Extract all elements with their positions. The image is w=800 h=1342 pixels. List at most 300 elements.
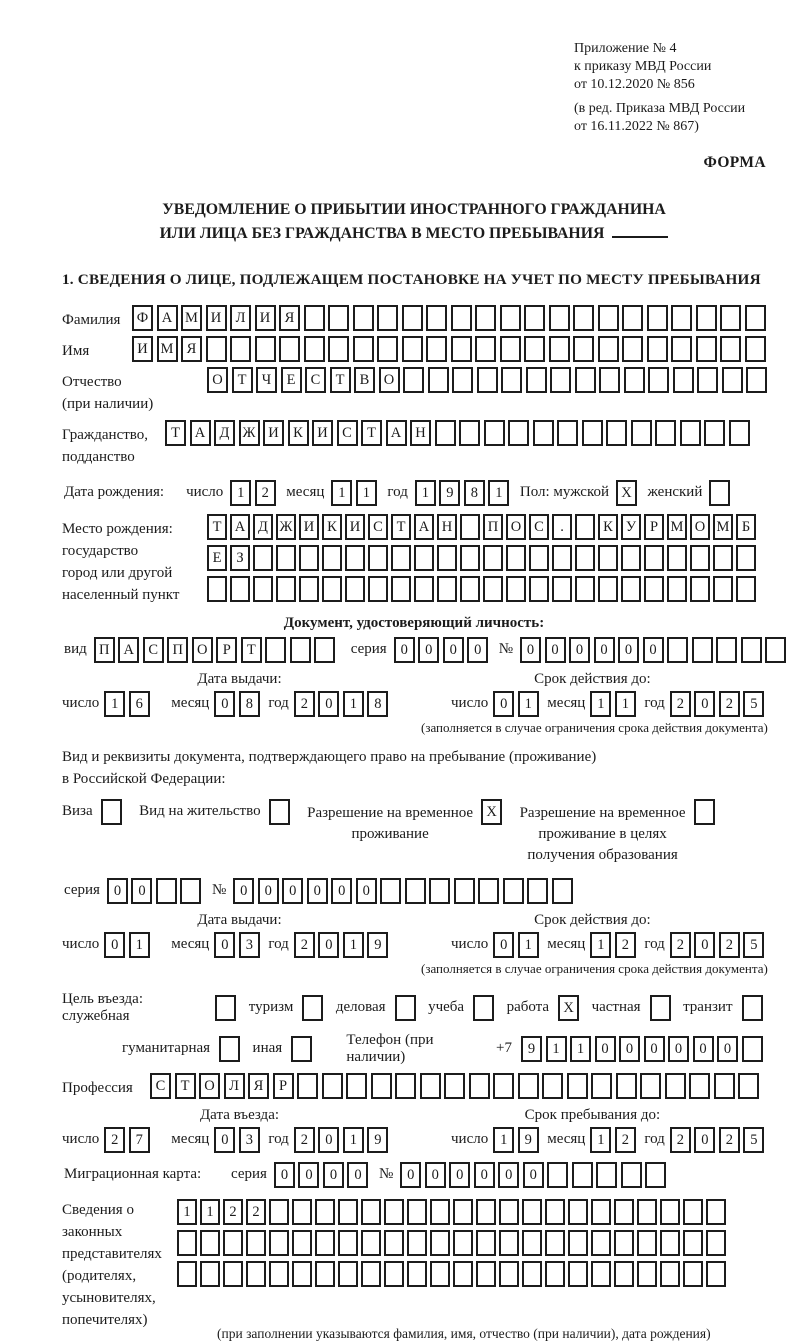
char-cell[interactable]: И (255, 305, 276, 331)
entry-day[interactable] (104, 1127, 153, 1153)
char-cell[interactable] (453, 1230, 473, 1256)
char-cell[interactable]: 0 (474, 1162, 495, 1188)
char-cell[interactable]: П (167, 637, 188, 663)
char-cell[interactable]: 1 (343, 932, 364, 958)
char-cell[interactable]: О (506, 514, 526, 540)
char-cell[interactable] (716, 637, 737, 663)
char-cell[interactable] (223, 1261, 243, 1287)
char-cell[interactable] (353, 305, 374, 331)
char-cell[interactable] (549, 305, 570, 331)
char-cell[interactable] (428, 367, 449, 393)
char-cell[interactable] (720, 305, 741, 331)
char-cell[interactable]: 0 (694, 691, 715, 717)
char-cell[interactable] (746, 367, 767, 393)
char-cell[interactable]: 9 (521, 1036, 542, 1062)
char-cell[interactable]: С (368, 514, 388, 540)
study-checkbox[interactable] (473, 995, 494, 1021)
char-cell[interactable]: 9 (367, 932, 388, 958)
char-cell[interactable] (522, 1230, 542, 1256)
char-cell[interactable]: С (305, 367, 326, 393)
char-cell[interactable]: 1 (230, 480, 251, 506)
char-cell[interactable]: Л (224, 1073, 245, 1099)
char-cell[interactable] (714, 1073, 735, 1099)
char-cell[interactable] (407, 1261, 427, 1287)
char-cell[interactable] (704, 420, 725, 446)
char-cell[interactable] (478, 878, 499, 904)
char-cell[interactable] (522, 1199, 542, 1225)
char-cell[interactable] (368, 545, 388, 571)
char-cell[interactable] (322, 1073, 343, 1099)
char-cell[interactable] (582, 420, 603, 446)
char-cell[interactable] (624, 367, 645, 393)
char-cell[interactable]: Р (216, 637, 237, 663)
patronymic-boxes[interactable] (207, 367, 771, 393)
residence-issue-day[interactable] (104, 932, 153, 958)
char-cell[interactable] (508, 420, 529, 446)
business-checkbox[interactable] (395, 995, 416, 1021)
char-cell[interactable] (499, 1230, 519, 1256)
char-cell[interactable]: 0 (644, 1036, 665, 1062)
char-cell[interactable] (621, 1162, 642, 1188)
char-cell[interactable] (697, 367, 718, 393)
char-cell[interactable] (683, 1230, 703, 1256)
char-cell[interactable]: О (199, 1073, 220, 1099)
char-cell[interactable]: Я (181, 336, 202, 362)
char-cell[interactable]: Т (391, 514, 411, 540)
char-cell[interactable] (460, 576, 480, 602)
char-cell[interactable] (591, 1230, 611, 1256)
stay-month[interactable] (590, 1127, 639, 1153)
char-cell[interactable] (377, 305, 398, 331)
char-cell[interactable]: 6 (129, 691, 150, 717)
char-cell[interactable]: 1 (104, 691, 125, 717)
char-cell[interactable] (533, 420, 554, 446)
sex-female-checkbox[interactable] (709, 480, 730, 506)
char-cell[interactable] (524, 336, 545, 362)
char-cell[interactable]: Н (410, 420, 431, 446)
char-cell[interactable] (426, 305, 447, 331)
char-cell[interactable] (692, 637, 713, 663)
char-cell[interactable] (476, 1230, 496, 1256)
char-cell[interactable] (738, 1073, 759, 1099)
char-cell[interactable]: 0 (467, 637, 488, 663)
char-cell[interactable]: 2 (294, 932, 315, 958)
char-cell[interactable] (430, 1261, 450, 1287)
char-cell[interactable]: 2 (255, 480, 276, 506)
char-cell[interactable] (729, 420, 750, 446)
char-cell[interactable] (648, 367, 669, 393)
char-cell[interactable]: 0 (318, 1127, 339, 1153)
char-cell[interactable]: 8 (464, 480, 485, 506)
doc-type-boxes[interactable] (94, 637, 339, 663)
char-cell[interactable]: 2 (719, 932, 740, 958)
char-cell[interactable] (614, 1261, 634, 1287)
title-blank-line[interactable] (612, 224, 668, 238)
char-cell[interactable]: 0 (449, 1162, 470, 1188)
char-cell[interactable] (246, 1261, 266, 1287)
char-cell[interactable] (736, 545, 756, 571)
birth-place-boxes-row3[interactable] (207, 576, 759, 602)
char-cell[interactable]: 1 (546, 1036, 567, 1062)
char-cell[interactable] (483, 545, 503, 571)
char-cell[interactable]: И (263, 420, 284, 446)
char-cell[interactable]: 0 (418, 637, 439, 663)
char-cell[interactable] (453, 1261, 473, 1287)
char-cell[interactable]: 0 (258, 878, 279, 904)
char-cell[interactable] (371, 1073, 392, 1099)
char-cell[interactable] (290, 637, 311, 663)
char-cell[interactable] (460, 545, 480, 571)
char-cell[interactable] (223, 1230, 243, 1256)
profession-boxes[interactable] (150, 1073, 763, 1099)
char-cell[interactable]: 1 (129, 932, 150, 958)
char-cell[interactable] (322, 576, 342, 602)
char-cell[interactable] (568, 1199, 588, 1225)
char-cell[interactable]: Н (437, 514, 457, 540)
citizenship-boxes[interactable] (165, 420, 753, 446)
char-cell[interactable] (552, 576, 572, 602)
char-cell[interactable] (269, 1261, 289, 1287)
char-cell[interactable] (527, 878, 548, 904)
char-cell[interactable]: 0 (520, 637, 541, 663)
char-cell[interactable] (246, 1230, 266, 1256)
char-cell[interactable] (696, 336, 717, 362)
char-cell[interactable]: К (322, 514, 342, 540)
char-cell[interactable]: 0 (298, 1162, 319, 1188)
char-cell[interactable]: 0 (493, 932, 514, 958)
char-cell[interactable] (459, 420, 480, 446)
char-cell[interactable] (315, 1230, 335, 1256)
char-cell[interactable] (665, 1073, 686, 1099)
char-cell[interactable]: А (190, 420, 211, 446)
char-cell[interactable]: С (150, 1073, 171, 1099)
char-cell[interactable]: 0 (668, 1036, 689, 1062)
char-cell[interactable] (414, 545, 434, 571)
char-cell[interactable]: М (713, 514, 733, 540)
char-cell[interactable]: О (207, 367, 228, 393)
identity-valid-day[interactable] (493, 691, 542, 717)
char-cell[interactable]: 1 (615, 691, 636, 717)
char-cell[interactable] (269, 1230, 289, 1256)
char-cell[interactable] (644, 545, 664, 571)
char-cell[interactable] (575, 367, 596, 393)
char-cell[interactable] (430, 1230, 450, 1256)
char-cell[interactable] (477, 367, 498, 393)
char-cell[interactable]: 0 (694, 932, 715, 958)
char-cell[interactable]: 2 (294, 691, 315, 717)
char-cell[interactable]: 2 (246, 1199, 266, 1225)
char-cell[interactable]: 0 (694, 1127, 715, 1153)
char-cell[interactable] (476, 1199, 496, 1225)
char-cell[interactable] (640, 1073, 661, 1099)
char-cell[interactable] (493, 1073, 514, 1099)
char-cell[interactable] (506, 545, 526, 571)
char-cell[interactable]: Ж (239, 420, 260, 446)
char-cell[interactable]: А (414, 514, 434, 540)
char-cell[interactable] (713, 576, 733, 602)
char-cell[interactable] (368, 576, 388, 602)
char-cell[interactable]: 0 (214, 932, 235, 958)
char-cell[interactable]: Ф (132, 305, 153, 331)
char-cell[interactable] (475, 305, 496, 331)
char-cell[interactable] (596, 1162, 617, 1188)
char-cell[interactable] (598, 305, 619, 331)
char-cell[interactable]: 3 (239, 1127, 260, 1153)
char-cell[interactable] (722, 367, 743, 393)
identity-valid-month[interactable] (590, 691, 639, 717)
char-cell[interactable] (614, 1230, 634, 1256)
char-cell[interactable] (706, 1261, 726, 1287)
surname-boxes[interactable] (132, 305, 769, 331)
char-cell[interactable]: 0 (425, 1162, 446, 1188)
char-cell[interactable] (680, 420, 701, 446)
char-cell[interactable]: 0 (717, 1036, 738, 1062)
char-cell[interactable]: 0 (595, 1036, 616, 1062)
transit-checkbox[interactable] (742, 995, 763, 1021)
identity-number-boxes[interactable] (520, 637, 790, 663)
char-cell[interactable] (437, 545, 457, 571)
char-cell[interactable] (683, 1199, 703, 1225)
char-cell[interactable] (297, 1073, 318, 1099)
char-cell[interactable]: 0 (318, 691, 339, 717)
char-cell[interactable] (542, 1073, 563, 1099)
char-cell[interactable] (377, 336, 398, 362)
char-cell[interactable] (299, 545, 319, 571)
private-checkbox[interactable] (650, 995, 671, 1021)
char-cell[interactable]: О (379, 367, 400, 393)
char-cell[interactable] (545, 1230, 565, 1256)
char-cell[interactable] (265, 637, 286, 663)
char-cell[interactable]: И (206, 305, 227, 331)
char-cell[interactable]: 1 (590, 691, 611, 717)
char-cell[interactable]: 2 (223, 1199, 243, 1225)
char-cell[interactable] (338, 1230, 358, 1256)
char-cell[interactable] (660, 1261, 680, 1287)
phone-boxes[interactable] (521, 1036, 766, 1062)
residence-permit-checkbox[interactable] (269, 799, 290, 825)
char-cell[interactable] (384, 1261, 404, 1287)
char-cell[interactable] (253, 576, 273, 602)
char-cell[interactable]: 9 (439, 480, 460, 506)
char-cell[interactable] (407, 1199, 427, 1225)
char-cell[interactable] (292, 1261, 312, 1287)
char-cell[interactable]: М (157, 336, 178, 362)
char-cell[interactable] (736, 576, 756, 602)
char-cell[interactable] (575, 545, 595, 571)
char-cell[interactable] (353, 336, 374, 362)
char-cell[interactable] (499, 1199, 519, 1225)
char-cell[interactable] (689, 1073, 710, 1099)
char-cell[interactable] (573, 305, 594, 331)
char-cell[interactable] (299, 576, 319, 602)
char-cell[interactable]: 0 (131, 878, 152, 904)
char-cell[interactable] (380, 878, 401, 904)
char-cell[interactable]: 1 (177, 1199, 197, 1225)
char-cell[interactable]: К (288, 420, 309, 446)
char-cell[interactable] (706, 1199, 726, 1225)
char-cell[interactable]: А (386, 420, 407, 446)
residence-valid-month[interactable] (590, 932, 639, 958)
char-cell[interactable]: 5 (743, 691, 764, 717)
char-cell[interactable] (475, 336, 496, 362)
char-cell[interactable]: Ч (256, 367, 277, 393)
char-cell[interactable] (614, 1199, 634, 1225)
char-cell[interactable]: 0 (594, 637, 615, 663)
humanitarian-checkbox[interactable] (219, 1036, 240, 1062)
char-cell[interactable] (529, 545, 549, 571)
residence-number-boxes[interactable] (233, 878, 576, 904)
char-cell[interactable] (500, 336, 521, 362)
char-cell[interactable] (621, 545, 641, 571)
char-cell[interactable] (645, 1162, 666, 1188)
char-cell[interactable] (550, 367, 571, 393)
char-cell[interactable]: 1 (590, 1127, 611, 1153)
char-cell[interactable]: И (299, 514, 319, 540)
char-cell[interactable] (452, 367, 473, 393)
char-cell[interactable] (637, 1261, 657, 1287)
char-cell[interactable] (402, 336, 423, 362)
char-cell[interactable]: 0 (545, 637, 566, 663)
char-cell[interactable] (255, 336, 276, 362)
char-cell[interactable] (552, 878, 573, 904)
char-cell[interactable] (230, 576, 250, 602)
char-cell[interactable]: 2 (670, 1127, 691, 1153)
char-cell[interactable] (253, 545, 273, 571)
char-cell[interactable] (403, 367, 424, 393)
char-cell[interactable] (545, 1261, 565, 1287)
char-cell[interactable]: З (230, 545, 250, 571)
char-cell[interactable]: 0 (318, 932, 339, 958)
char-cell[interactable] (304, 305, 325, 331)
char-cell[interactable] (345, 545, 365, 571)
char-cell[interactable]: Д (253, 514, 273, 540)
char-cell[interactable] (598, 576, 618, 602)
char-cell[interactable] (499, 1261, 519, 1287)
char-cell[interactable] (667, 576, 687, 602)
identity-issue-day[interactable] (104, 691, 153, 717)
char-cell[interactable] (545, 1199, 565, 1225)
char-cell[interactable]: 0 (214, 691, 235, 717)
char-cell[interactable] (647, 336, 668, 362)
char-cell[interactable] (414, 576, 434, 602)
char-cell[interactable] (451, 305, 472, 331)
char-cell[interactable] (622, 336, 643, 362)
char-cell[interactable] (765, 637, 786, 663)
birth-month-boxes[interactable] (331, 480, 380, 506)
char-cell[interactable] (484, 420, 505, 446)
char-cell[interactable]: 0 (400, 1162, 421, 1188)
char-cell[interactable]: Т (361, 420, 382, 446)
char-cell[interactable] (207, 576, 227, 602)
char-cell[interactable]: И (132, 336, 153, 362)
char-cell[interactable] (573, 336, 594, 362)
char-cell[interactable] (518, 1073, 539, 1099)
stay-day[interactable] (493, 1127, 542, 1153)
char-cell[interactable] (405, 878, 426, 904)
char-cell[interactable] (437, 576, 457, 602)
char-cell[interactable]: 1 (493, 1127, 514, 1153)
char-cell[interactable]: 2 (670, 932, 691, 958)
char-cell[interactable]: 9 (518, 1127, 539, 1153)
char-cell[interactable]: Б (736, 514, 756, 540)
char-cell[interactable]: И (312, 420, 333, 446)
char-cell[interactable] (690, 576, 710, 602)
char-cell[interactable] (713, 545, 733, 571)
identity-series-boxes[interactable] (394, 637, 492, 663)
char-cell[interactable]: Е (281, 367, 302, 393)
temp-residence-edu-checkbox[interactable] (694, 799, 715, 825)
char-cell[interactable] (591, 1199, 611, 1225)
char-cell[interactable] (180, 878, 201, 904)
char-cell[interactable] (742, 1036, 763, 1062)
identity-issue-month[interactable] (214, 691, 263, 717)
char-cell[interactable] (696, 305, 717, 331)
char-cell[interactable] (522, 1261, 542, 1287)
representatives-boxes-row1[interactable] (177, 1199, 729, 1225)
char-cell[interactable]: . (552, 514, 572, 540)
char-cell[interactable] (426, 336, 447, 362)
char-cell[interactable]: О (192, 637, 213, 663)
char-cell[interactable]: У (621, 514, 641, 540)
char-cell[interactable]: И (345, 514, 365, 540)
char-cell[interactable] (454, 878, 475, 904)
char-cell[interactable] (361, 1199, 381, 1225)
char-cell[interactable]: 3 (239, 932, 260, 958)
residence-issue-month[interactable] (214, 932, 263, 958)
char-cell[interactable] (720, 336, 741, 362)
char-cell[interactable]: 0 (307, 878, 328, 904)
char-cell[interactable]: О (690, 514, 710, 540)
char-cell[interactable]: Я (248, 1073, 269, 1099)
char-cell[interactable]: К (598, 514, 618, 540)
char-cell[interactable]: А (157, 305, 178, 331)
char-cell[interactable] (568, 1230, 588, 1256)
char-cell[interactable]: Я (279, 305, 300, 331)
char-cell[interactable] (435, 420, 456, 446)
char-cell[interactable] (451, 336, 472, 362)
birth-place-boxes-row1[interactable] (207, 514, 759, 540)
char-cell[interactable] (526, 367, 547, 393)
char-cell[interactable] (469, 1073, 490, 1099)
char-cell[interactable] (572, 1162, 593, 1188)
char-cell[interactable]: 1 (331, 480, 352, 506)
char-cell[interactable] (501, 367, 522, 393)
entry-year[interactable] (294, 1127, 392, 1153)
char-cell[interactable]: 0 (104, 932, 125, 958)
purpose-official-checkbox[interactable] (215, 995, 236, 1021)
stay-year[interactable] (670, 1127, 768, 1153)
char-cell[interactable]: 1 (570, 1036, 591, 1062)
char-cell[interactable]: 0 (356, 878, 377, 904)
char-cell[interactable]: Т (330, 367, 351, 393)
char-cell[interactable] (552, 545, 572, 571)
char-cell[interactable] (430, 1199, 450, 1225)
char-cell[interactable]: 2 (719, 1127, 740, 1153)
char-cell[interactable]: 1 (488, 480, 509, 506)
char-cell[interactable]: 1 (415, 480, 436, 506)
char-cell[interactable] (453, 1199, 473, 1225)
char-cell[interactable] (314, 637, 335, 663)
char-cell[interactable] (568, 1261, 588, 1287)
char-cell[interactable] (391, 545, 411, 571)
char-cell[interactable] (156, 878, 177, 904)
char-cell[interactable]: 1 (200, 1199, 220, 1225)
char-cell[interactable] (361, 1261, 381, 1287)
char-cell[interactable] (575, 576, 595, 602)
char-cell[interactable]: 0 (274, 1162, 295, 1188)
char-cell[interactable] (279, 336, 300, 362)
char-cell[interactable] (345, 576, 365, 602)
